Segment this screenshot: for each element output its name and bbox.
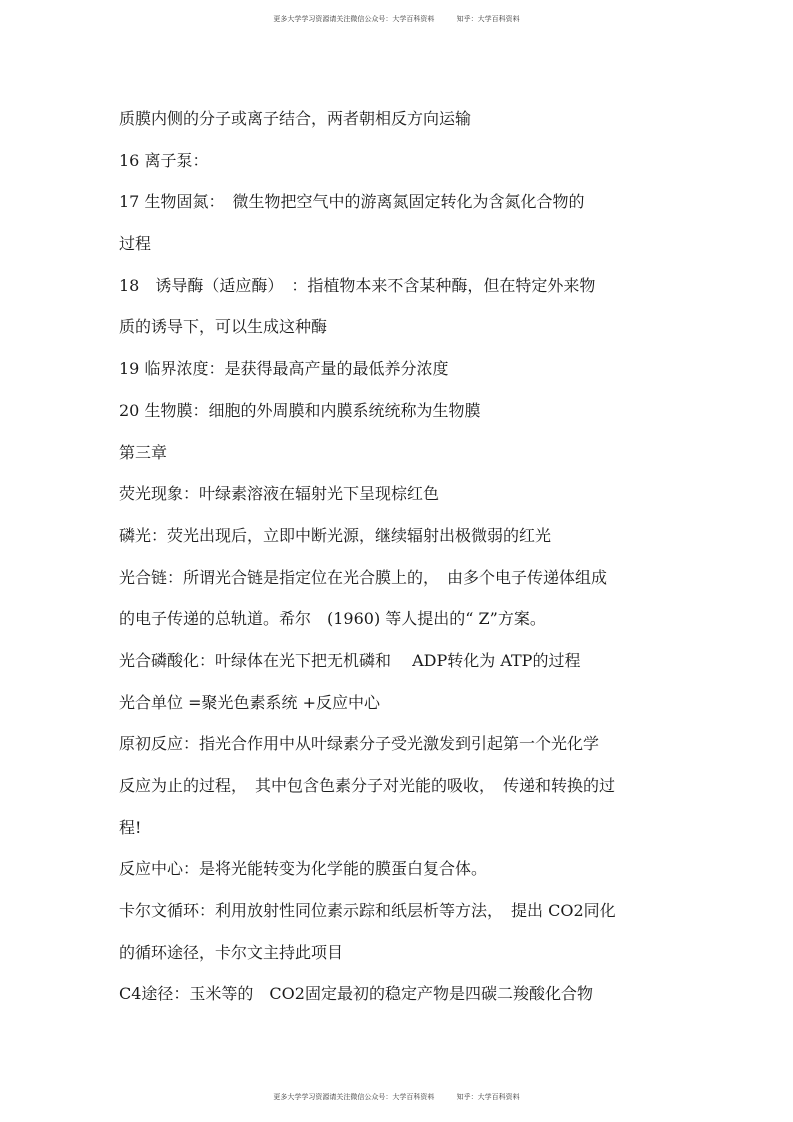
header-zhihu-note: 知乎：大学百科资料 — [456, 15, 520, 23]
text-line: 质的诱导下，可以生成这种酶 — [119, 317, 328, 337]
text-line: 程! — [119, 817, 142, 837]
term-20-biomembrane: 20 生物膜：细胞的外周膜和内膜系统统称为生物膜 — [119, 400, 481, 420]
term-18-induced-enzyme: 18 诱导酶（适应酶） ：指植物本来不含某种酶，但在特定外来物 — [119, 275, 596, 295]
text-line: 的电子传递的总轨道。希尔 (1960) 等人提出的“ Z”方案。 — [119, 609, 546, 629]
chapter-heading: 第三章 — [119, 442, 168, 462]
term-phosphorescence: 磷光：荧光出现后，立即中断光源，继续辐射出极微弱的红光 — [119, 525, 552, 545]
footer-wechat-note: 更多大学学习资源请关注微信公众号：大学百科资料 — [273, 1093, 435, 1101]
term-photosynthetic-unit: 光合单位 =聚光色素系统 +反应中心 — [119, 692, 380, 712]
term-calvin-cycle: 卡尔文循环：利用放射性同位素示踪和纸层析等方法， 提出 CO2同化 — [119, 901, 616, 921]
term-16-ion-pump: 16 离子泵： — [119, 150, 209, 170]
text-line: 的循环途径，卡尔文主持此项目 — [119, 942, 344, 962]
term-17-nitrogen-fixation: 17 生物固氮： 微生物把空气中的游离氮固定转化为含氮化合物的 — [119, 192, 585, 212]
term-photosynthetic-chain: 光合链：所谓光合链是指定位在光合膜上的， 由多个电子传递体组成 — [119, 567, 608, 587]
text-line: 过程 — [119, 234, 152, 254]
document-body — [119, 106, 679, 1023]
term-primary-reaction: 原初反应：指光合作用中从叶绿素分子受光激发到引起第一个光化学 — [119, 734, 600, 754]
term-c4-pathway: C4途径：玉米等的 CO2固定最初的稳定产物是四碳二羧酸化合物 — [119, 984, 593, 1004]
text-line: 反应为止的过程， 其中包含色素分子对光能的吸收， 传递和转换的过 — [119, 776, 616, 795]
term-fluorescence: 荧光现象：叶绿素溶液在辐射光下呈现棕红色 — [119, 484, 440, 504]
page-footer — [0, 1092, 793, 1102]
text-line: 质膜内侧的分子或离子结合，两者朝相反方向运输 — [119, 109, 472, 128]
footer-zhihu-note: 知乎：大学百科资料 — [456, 1093, 520, 1101]
header-wechat-note: 更多大学学习资源请关注微信公众号：大学百科资料 — [273, 15, 435, 23]
term-reaction-center: 反应中心：是将光能转变为化学能的膜蛋白复合体。 — [119, 859, 488, 879]
term-19-critical-concentration: 19 临界浓度：是获得最高产量的最低养分浓度 — [119, 359, 449, 379]
term-photophosphorylation: 光合磷酸化：叶绿体在光下把无机磷和 ADP转化为 ATP的过程 — [119, 650, 581, 670]
page-header — [0, 14, 793, 24]
